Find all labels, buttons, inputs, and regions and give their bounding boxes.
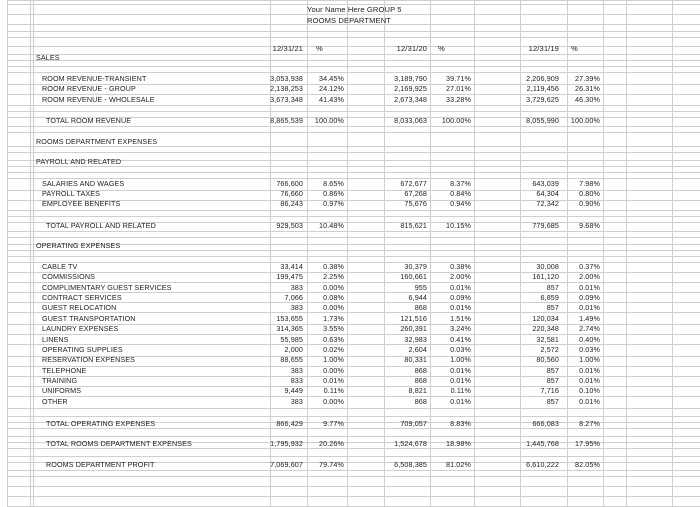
percent-cell: 18.98% xyxy=(446,439,471,448)
value-cell: 6,859 xyxy=(540,293,559,302)
grid-row-line xyxy=(7,250,700,251)
percent-cell: 33.28% xyxy=(446,95,471,104)
grid-row-line xyxy=(7,0,700,1)
grid-col-line xyxy=(33,0,34,506)
percent-cell: 9.68% xyxy=(579,221,600,230)
percent-cell: 20.26% xyxy=(319,439,344,448)
value-cell: 153,655 xyxy=(276,314,303,323)
value-cell: 121,516 xyxy=(400,314,427,323)
line-item-label: CABLE TV xyxy=(42,262,78,271)
line-item-label: GUEST RELOCATION xyxy=(42,303,117,312)
percent-cell: 8.83% xyxy=(450,419,471,428)
value-cell: 2,138,253 xyxy=(270,84,303,93)
total-label: ROOMS DEPARTMENT PROFIT xyxy=(46,460,155,469)
grid-row-line xyxy=(7,31,700,32)
section-label: OPERATING EXPENSES xyxy=(36,241,121,250)
percent-cell: 0.41% xyxy=(450,335,471,344)
value-cell: 8,821 xyxy=(408,386,427,395)
value-cell: 32,983 xyxy=(404,335,427,344)
value-cell: 6,610,222 xyxy=(526,460,559,469)
percent-cell: 0.03% xyxy=(579,345,600,354)
percent-cell: 0.09% xyxy=(450,293,471,302)
percent-cell: 41.43% xyxy=(319,95,344,104)
percent-cell: 1.00% xyxy=(450,355,471,364)
percent-cell: 26.31% xyxy=(575,84,600,93)
line-item-label: LAUNDRY EXPENSES xyxy=(42,324,119,333)
value-cell: 383 xyxy=(290,366,303,375)
percent-cell: 0.08% xyxy=(323,293,344,302)
value-cell: 80,560 xyxy=(536,355,559,364)
percent-cell: 27.39% xyxy=(575,74,600,83)
percent-cell: 8.27% xyxy=(579,419,600,428)
percent-cell: 0.01% xyxy=(450,397,471,406)
line-item-label: RESERVATION EXPENSES xyxy=(42,355,136,364)
line-item-label: ROOM REVENUE - WHOLESALE xyxy=(42,95,155,104)
value-cell: 3,673,348 xyxy=(270,95,303,104)
value-cell: 6,508,385 xyxy=(394,460,427,469)
value-cell: 2,604 xyxy=(408,345,427,354)
value-cell: 30,379 xyxy=(404,262,427,271)
percent-cell: 1.00% xyxy=(323,355,344,364)
percent-cell: 0.40% xyxy=(579,335,600,344)
percent-cell: 0.09% xyxy=(579,293,600,302)
value-cell: 3,729,625 xyxy=(526,95,559,104)
section-label: SALES xyxy=(36,53,60,62)
value-cell: 383 xyxy=(290,283,303,292)
percent-cell: 2.74% xyxy=(579,324,600,333)
value-cell: 7,069,607 xyxy=(270,460,303,469)
grid-row-line xyxy=(7,408,700,409)
grid-row-line xyxy=(7,166,700,167)
col-header-2020: 12/31/20 xyxy=(396,44,427,53)
value-cell: 857 xyxy=(546,303,559,312)
percent-cell: 0.01% xyxy=(579,303,600,312)
value-cell: 9,449 xyxy=(284,386,303,395)
col-header-pct-2019: % xyxy=(571,44,578,53)
grid-col-line xyxy=(626,0,627,506)
value-cell: 160,661 xyxy=(400,272,427,281)
value-cell: 55,985 xyxy=(280,335,303,344)
grid-row-line xyxy=(7,60,700,61)
value-cell: 32,581 xyxy=(536,335,559,344)
line-item-label: OPERATING SUPPLIES xyxy=(42,345,123,354)
grid-row-line xyxy=(7,72,700,73)
percent-cell: 0.01% xyxy=(579,283,600,292)
grid-row-line xyxy=(7,428,700,429)
grid-row-line xyxy=(7,172,700,173)
grid-row-line xyxy=(7,14,700,15)
percent-cell: 0.01% xyxy=(450,303,471,312)
grid-row-line xyxy=(7,486,700,487)
value-cell: 868 xyxy=(414,366,427,375)
percent-cell: 0.00% xyxy=(323,397,344,406)
percent-cell: 100.00% xyxy=(441,116,471,125)
percent-cell: 2.00% xyxy=(579,272,600,281)
value-cell: 857 xyxy=(546,283,559,292)
value-cell: 2,673,348 xyxy=(394,95,427,104)
grid-row-line xyxy=(7,470,700,471)
value-cell: 88,655 xyxy=(280,355,303,364)
percent-cell: 0.01% xyxy=(579,376,600,385)
grid-row-line xyxy=(7,496,700,497)
value-cell: 76,660 xyxy=(280,189,303,198)
value-cell: 2,000 xyxy=(284,345,303,354)
percent-cell: 1.73% xyxy=(323,314,344,323)
percent-cell: 82.05% xyxy=(575,460,600,469)
value-cell: 383 xyxy=(290,303,303,312)
percent-cell: 0.00% xyxy=(323,366,344,375)
value-cell: 80,331 xyxy=(404,355,427,364)
value-cell: 833 xyxy=(290,376,303,385)
value-cell: 2,119,456 xyxy=(526,84,559,93)
col-header-2019: 12/31/19 xyxy=(528,44,559,53)
line-item-label: ROOM REVENUE-TRANSIENT xyxy=(42,74,147,83)
line-item-label: TELEPHONE xyxy=(42,366,87,375)
percent-cell: 0.00% xyxy=(323,303,344,312)
total-label: TOTAL ROOMS DEPARTMENT EXPENSES xyxy=(46,439,192,448)
percent-cell: 0.97% xyxy=(323,199,344,208)
line-item-label: ROOM REVENUE - GROUP xyxy=(42,84,136,93)
line-item-label: LINENS xyxy=(42,335,69,344)
value-cell: 220,348 xyxy=(532,324,559,333)
grid-row-line xyxy=(7,46,700,47)
value-cell: 67,268 xyxy=(404,189,427,198)
percent-cell: 0.38% xyxy=(450,262,471,271)
grid-row-line xyxy=(7,416,700,417)
header-subtitle: ROOMS DEPARTMENT xyxy=(307,16,392,25)
value-cell: 643,039 xyxy=(532,179,559,188)
grid-row-line xyxy=(7,37,700,38)
grid-col-line xyxy=(567,0,568,506)
percent-cell: 34.45% xyxy=(319,74,344,83)
grid-row-line xyxy=(7,256,700,257)
value-cell: 199,475 xyxy=(276,272,303,281)
value-cell: 161,120 xyxy=(532,272,559,281)
percent-cell: 0.01% xyxy=(579,397,600,406)
header-title: Your Name Here GROUP 5 xyxy=(307,5,402,14)
percent-cell: 2.25% xyxy=(323,272,344,281)
percent-cell: 1.49% xyxy=(579,314,600,323)
value-cell: 815,621 xyxy=(400,221,427,230)
grid-col-line xyxy=(520,0,521,506)
percent-cell: 0.84% xyxy=(450,189,471,198)
value-cell: 1,445,768 xyxy=(526,439,559,448)
value-cell: 3,053,938 xyxy=(270,74,303,83)
percent-cell: 2.00% xyxy=(450,272,471,281)
col-header-pct-2020: % xyxy=(438,44,445,53)
line-item-label: GUEST TRANSPORTATION xyxy=(42,314,136,323)
percent-cell: 0.86% xyxy=(323,189,344,198)
section-label: ROOMS DEPARTMENT EXPENSES xyxy=(36,137,158,146)
grid-row-line xyxy=(7,146,700,147)
grid-row-line xyxy=(7,105,700,106)
percent-cell: 0.11% xyxy=(323,386,344,395)
line-item-label: COMPLIMENTARY GUEST SERVICES xyxy=(42,283,172,292)
line-item-label: OTHER xyxy=(42,397,68,406)
grid-row-line xyxy=(7,111,700,112)
percent-cell: 0.80% xyxy=(579,189,600,198)
value-cell: 666,083 xyxy=(532,419,559,428)
percent-cell: 0.94% xyxy=(450,199,471,208)
percent-cell: 8.65% xyxy=(323,179,344,188)
percent-cell: 100.00% xyxy=(570,116,600,125)
grid-row-line xyxy=(7,476,700,477)
percent-cell: 24.12% xyxy=(319,84,344,93)
total-label: TOTAL OPERATING EXPENSES xyxy=(46,419,156,428)
grid-row-line xyxy=(7,448,700,449)
percent-cell: 39.71% xyxy=(446,74,471,83)
grid-col-line xyxy=(474,0,475,506)
grid-row-line xyxy=(7,456,700,457)
percent-cell: 0.02% xyxy=(323,345,344,354)
value-cell: 2,206,909 xyxy=(526,74,559,83)
col-header-pct-2021: % xyxy=(316,44,323,53)
percent-cell: 0.03% xyxy=(450,345,471,354)
value-cell: 866,429 xyxy=(276,419,303,428)
percent-cell: 0.01% xyxy=(323,376,344,385)
value-cell: 709,057 xyxy=(400,419,427,428)
percent-cell: 0.00% xyxy=(323,283,344,292)
percent-cell: 0.10% xyxy=(579,386,600,395)
grid-col-line xyxy=(672,0,673,506)
percent-cell: 8.37% xyxy=(450,179,471,188)
percent-cell: 10.48% xyxy=(319,221,344,230)
grid-col-line xyxy=(307,0,308,506)
percent-cell: 10.15% xyxy=(446,221,471,230)
percent-cell: 100.00% xyxy=(314,116,344,125)
value-cell: 314,365 xyxy=(276,324,303,333)
grid-col-line xyxy=(603,0,604,506)
value-cell: 7,066 xyxy=(284,293,303,302)
percent-cell: 0.63% xyxy=(323,335,344,344)
percent-cell: 3.24% xyxy=(450,324,471,333)
percent-cell: 0.01% xyxy=(450,283,471,292)
percent-cell: 3.55% xyxy=(323,324,344,333)
value-cell: 2,169,925 xyxy=(394,84,427,93)
total-label: TOTAL ROOM REVENUE xyxy=(46,116,132,125)
value-cell: 766,600 xyxy=(276,179,303,188)
grid-row-line xyxy=(7,152,700,153)
value-cell: 955 xyxy=(414,283,427,292)
value-cell: 8,865,539 xyxy=(270,116,303,125)
value-cell: 857 xyxy=(546,397,559,406)
grid-col-line xyxy=(7,0,8,506)
value-cell: 8,055,990 xyxy=(526,116,559,125)
value-cell: 6,944 xyxy=(408,293,427,302)
value-cell: 868 xyxy=(414,303,427,312)
percent-cell: 79.74% xyxy=(319,460,344,469)
percent-cell: 7.98% xyxy=(579,179,600,188)
line-item-label: UNIFORMS xyxy=(42,386,82,395)
grid-row-line xyxy=(7,132,700,133)
value-cell: 260,391 xyxy=(400,324,427,333)
percent-cell: 1.51% xyxy=(450,314,471,323)
grid-row-line xyxy=(7,66,700,67)
value-cell: 7,716 xyxy=(540,386,559,395)
value-cell: 3,189,790 xyxy=(394,74,427,83)
percent-cell: 27.01% xyxy=(446,84,471,93)
value-cell: 1,795,932 xyxy=(270,439,303,448)
value-cell: 120,034 xyxy=(532,314,559,323)
value-cell: 86,243 xyxy=(280,199,303,208)
line-item-label: COMMISSIONS xyxy=(42,272,96,281)
grid-row-line xyxy=(7,312,700,313)
total-label: TOTAL PAYROLL AND RELATED xyxy=(46,221,156,230)
percent-cell: 0.90% xyxy=(579,199,600,208)
value-cell: 2,572 xyxy=(540,345,559,354)
value-cell: 1,524,678 xyxy=(394,439,427,448)
grid-row-line xyxy=(7,216,700,217)
value-cell: 30,008 xyxy=(536,262,559,271)
col-header-2021: 12/31/21 xyxy=(272,44,303,53)
value-cell: 75,676 xyxy=(404,199,427,208)
value-cell: 383 xyxy=(290,397,303,406)
grid-row-line xyxy=(7,231,700,232)
line-item-label: PAYROLL TAXES xyxy=(42,189,101,198)
percent-cell: 0.01% xyxy=(450,376,471,385)
grid-col-line xyxy=(430,0,431,506)
percent-cell: 0.01% xyxy=(579,366,600,375)
grid-col-line xyxy=(384,0,385,506)
value-cell: 64,304 xyxy=(536,189,559,198)
grid-row-line xyxy=(7,237,700,238)
value-cell: 779,685 xyxy=(532,221,559,230)
value-cell: 33,414 xyxy=(280,262,303,271)
line-item-label: EMPLOYEE BENEFITS xyxy=(42,199,121,208)
value-cell: 868 xyxy=(414,397,427,406)
value-cell: 929,503 xyxy=(276,221,303,230)
line-item-label: CONTRACT SERVICES xyxy=(42,293,122,302)
value-cell: 672,677 xyxy=(400,179,427,188)
grid-col-line xyxy=(347,0,348,506)
value-cell: 857 xyxy=(546,376,559,385)
percent-cell: 81.02% xyxy=(446,460,471,469)
percent-cell: 0.11% xyxy=(450,386,471,395)
percent-cell: 0.38% xyxy=(323,262,344,271)
percent-cell: 9.77% xyxy=(323,419,344,428)
value-cell: 72,342 xyxy=(536,199,559,208)
percent-cell: 46.30% xyxy=(575,95,600,104)
value-cell: 857 xyxy=(546,366,559,375)
percent-cell: 17.95% xyxy=(575,439,600,448)
grid-row-line xyxy=(7,210,700,211)
percent-cell: 0.37% xyxy=(579,262,600,271)
value-cell: 868 xyxy=(414,376,427,385)
value-cell: 8,033,063 xyxy=(394,116,427,125)
percent-cell: 0.01% xyxy=(450,366,471,375)
percent-cell: 1.00% xyxy=(579,355,600,364)
grid-row-line xyxy=(7,436,700,437)
grid-row-line xyxy=(7,54,700,55)
grid-row-line xyxy=(7,126,700,127)
section-label: PAYROLL AND RELATED xyxy=(36,157,122,166)
line-item-label: TRAINING xyxy=(42,376,78,385)
line-item-label: SALARIES AND WAGES xyxy=(42,179,125,188)
grid-col-line xyxy=(30,0,31,506)
